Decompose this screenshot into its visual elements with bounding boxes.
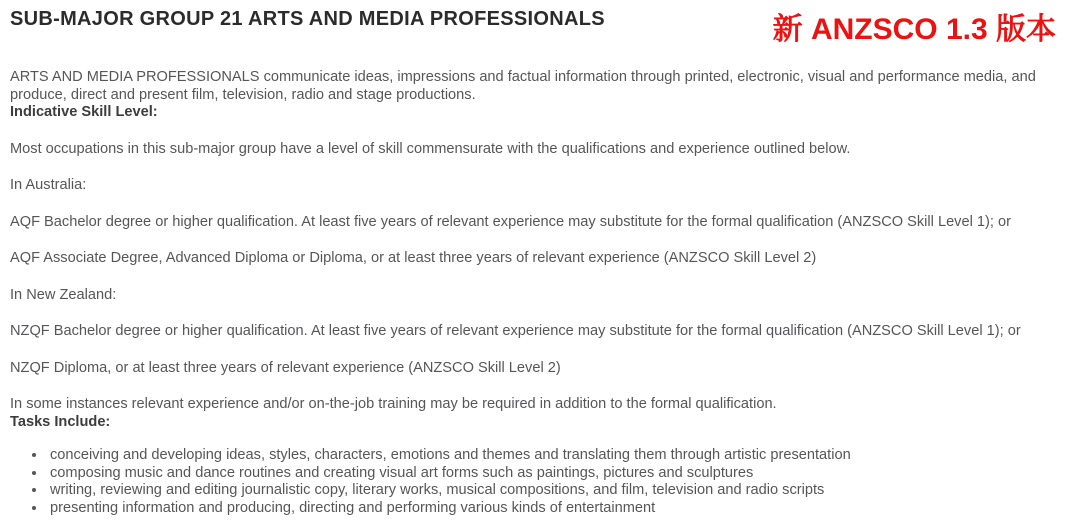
intro-paragraph: ARTS AND MEDIA PROFESSIONALS communicate ideas, impressions and factual information through printed, electronic, visual and performance media, and produce, direct and present film, television, radio and stage productions. bbox=[10, 69, 1036, 103]
skill-paragraph-in-some-instances: In some instances relevant experience and/or on-the-job training may be required in addition to the formal qualification. bbox=[10, 396, 777, 412]
task-item: • presenting information and producing, directing and performing various kinds of entertainment bbox=[47, 500, 1066, 518]
skill-paragraph-aqf-bachelor: AQF Bachelor degree or higher qualification. At least five years of relevant experience may substitute for the formal qualification (ANZSCO Skill Level 1); or bbox=[10, 213, 1011, 230]
indicative-skill-level-heading: Indicative Skill Level: bbox=[10, 104, 158, 120]
task-item: • writing, reviewing and editing journalistic copy, literary works, musical compositions, and film, television and radio scripts bbox=[47, 482, 1066, 500]
skill-paragraph-in-australia: In Australia: bbox=[10, 177, 87, 193]
task-item: • composing music and dance routines and creating visual art forms such as paintings, pictures and sculptures bbox=[47, 465, 1066, 483]
skill-paragraph-nzqf-bachelor: NZQF Bachelor degree or higher qualification. At least five years of relevant experience may substitute for the formal qualification (ANZSCO Skill Level 1); or bbox=[10, 323, 1021, 339]
page-title: SUB-MAJOR GROUP 21 ARTS AND MEDIA PROFESSIONALS bbox=[10, 8, 605, 30]
skill-paragraph-nzqf-diploma: NZQF Diploma, or at least three years of relevant experience (ANZSCO Skill Level 2) bbox=[10, 359, 561, 376]
anzsco-version-annotation: 新 ANZSCO 1.3 版本 bbox=[772, 13, 1056, 46]
skill-paragraph-aqf-associate: AQF Associate Degree, Advanced Diploma or Diploma, or at least three years of relevant experience (ANZSCO Skill Level 2) bbox=[10, 250, 817, 266]
tasks-list bbox=[10, 447, 1066, 517]
task-item: • conceiving and developing ideas, styles, characters, emotions and themes and translating them through artistic presentation bbox=[47, 447, 1066, 465]
skill-paragraph-in-new-zealand: In New Zealand: bbox=[10, 286, 117, 303]
tasks-include-heading: Tasks Include: bbox=[10, 413, 111, 430]
skill-paragraph-most-occupations: Most occupations in this sub-major group have a level of skill commensurate with the qualifications and experience outlined below. bbox=[10, 140, 851, 157]
document-body bbox=[10, 69, 1066, 517]
